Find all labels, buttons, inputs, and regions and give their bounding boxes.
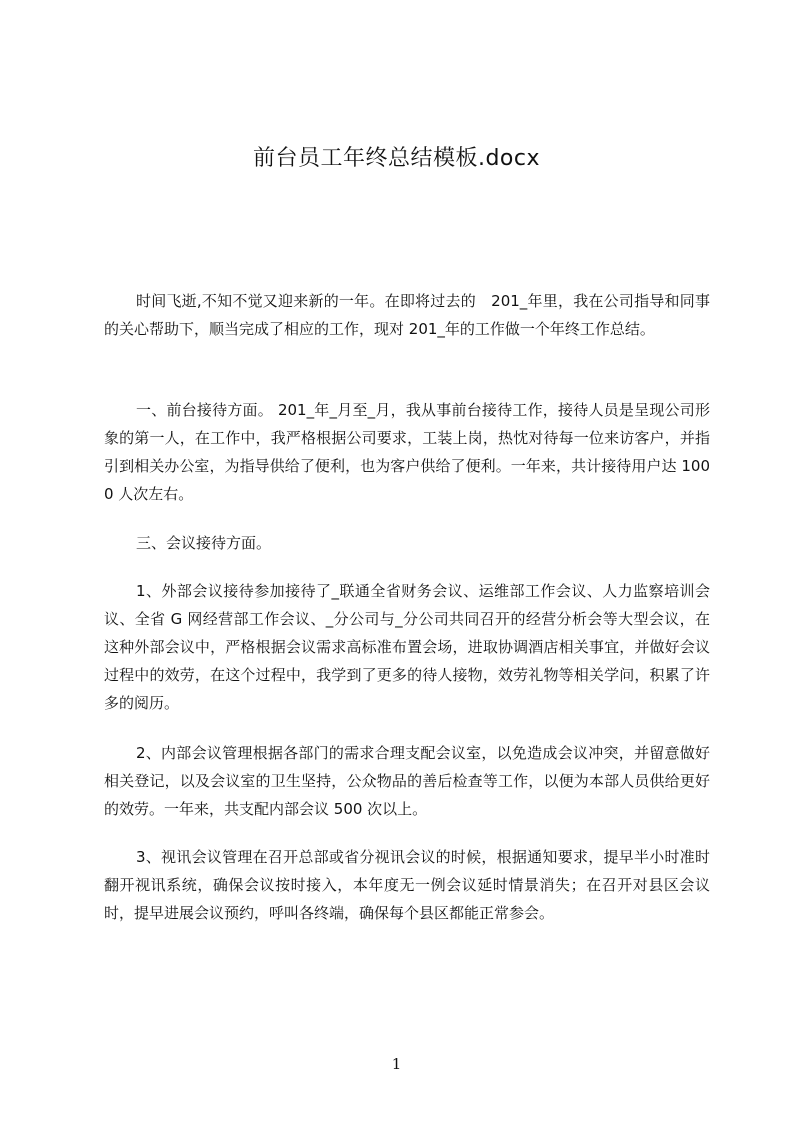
paragraph-external-meetings: 1、外部会议接待参加接待了_联通全省财务会议、运维部工作会议、人力监察培训会议、全省 G 网经营部工作会议、_分公司与_分公司共同召开的经营分析会等大型会议，在这种外部会议中，严格根据会议需求高标准布置会场，进取协调酒店相关事宜，并做好会议过程中的效劳，在这个过程中，我学到了更多的待人接物，效劳礼物等相关学问，积累了许多的阅历。 xyxy=(104,582,710,712)
paragraph-video-meetings: 3、视讯会议管理在召开总部或省分视讯会议的时候，根据通知要求，提早半小时准时翻开视讯系统，确保会议按时接入，本年度无一例会议延时情景消失；在召开对县区会议时，提早进展会议预约，呼叫各终端，确保每个县区都能正常参会。 xyxy=(104,848,710,922)
paragraph-front-desk-reception: 一、前台接待方面。 201_年_月至_月，我从事前台接待工作，接待人员是呈现公司形象的第一人，在工作中，我严格根据公司要求，工装上岗，热忱对待每一位来访客户，并指引到相关办公室，为指导供给了便利，也为客户供给了便利。一年来，共计接待用户达 1000 人次左右。 xyxy=(104,401,710,503)
page-number: 1 xyxy=(391,1055,402,1073)
section-heading-meeting-reception: 三、会议接待方面。 xyxy=(136,534,272,552)
paragraph-intro: 时间飞逝,不知不觉又迎来新的一年。在即将过去的 201_年里，我在公司指导和同事的关心帮助下，顺当完成了相应的工作，现对 201_年的工作做一个年终工作总结。 xyxy=(104,292,710,338)
paragraph-internal-meetings: 2、内部会议管理根据各部门的需求合理支配会议室，以免造成会议冲突，并留意做好相关登记，以及会议室的卫生坚持，公众物品的善后检查等工作，以便为本部人员供给更好的效劳。一年来，共支配内部会议 500 次以上。 xyxy=(104,744,710,818)
document-title: 前台员工年终总结模板.docx xyxy=(252,146,541,171)
